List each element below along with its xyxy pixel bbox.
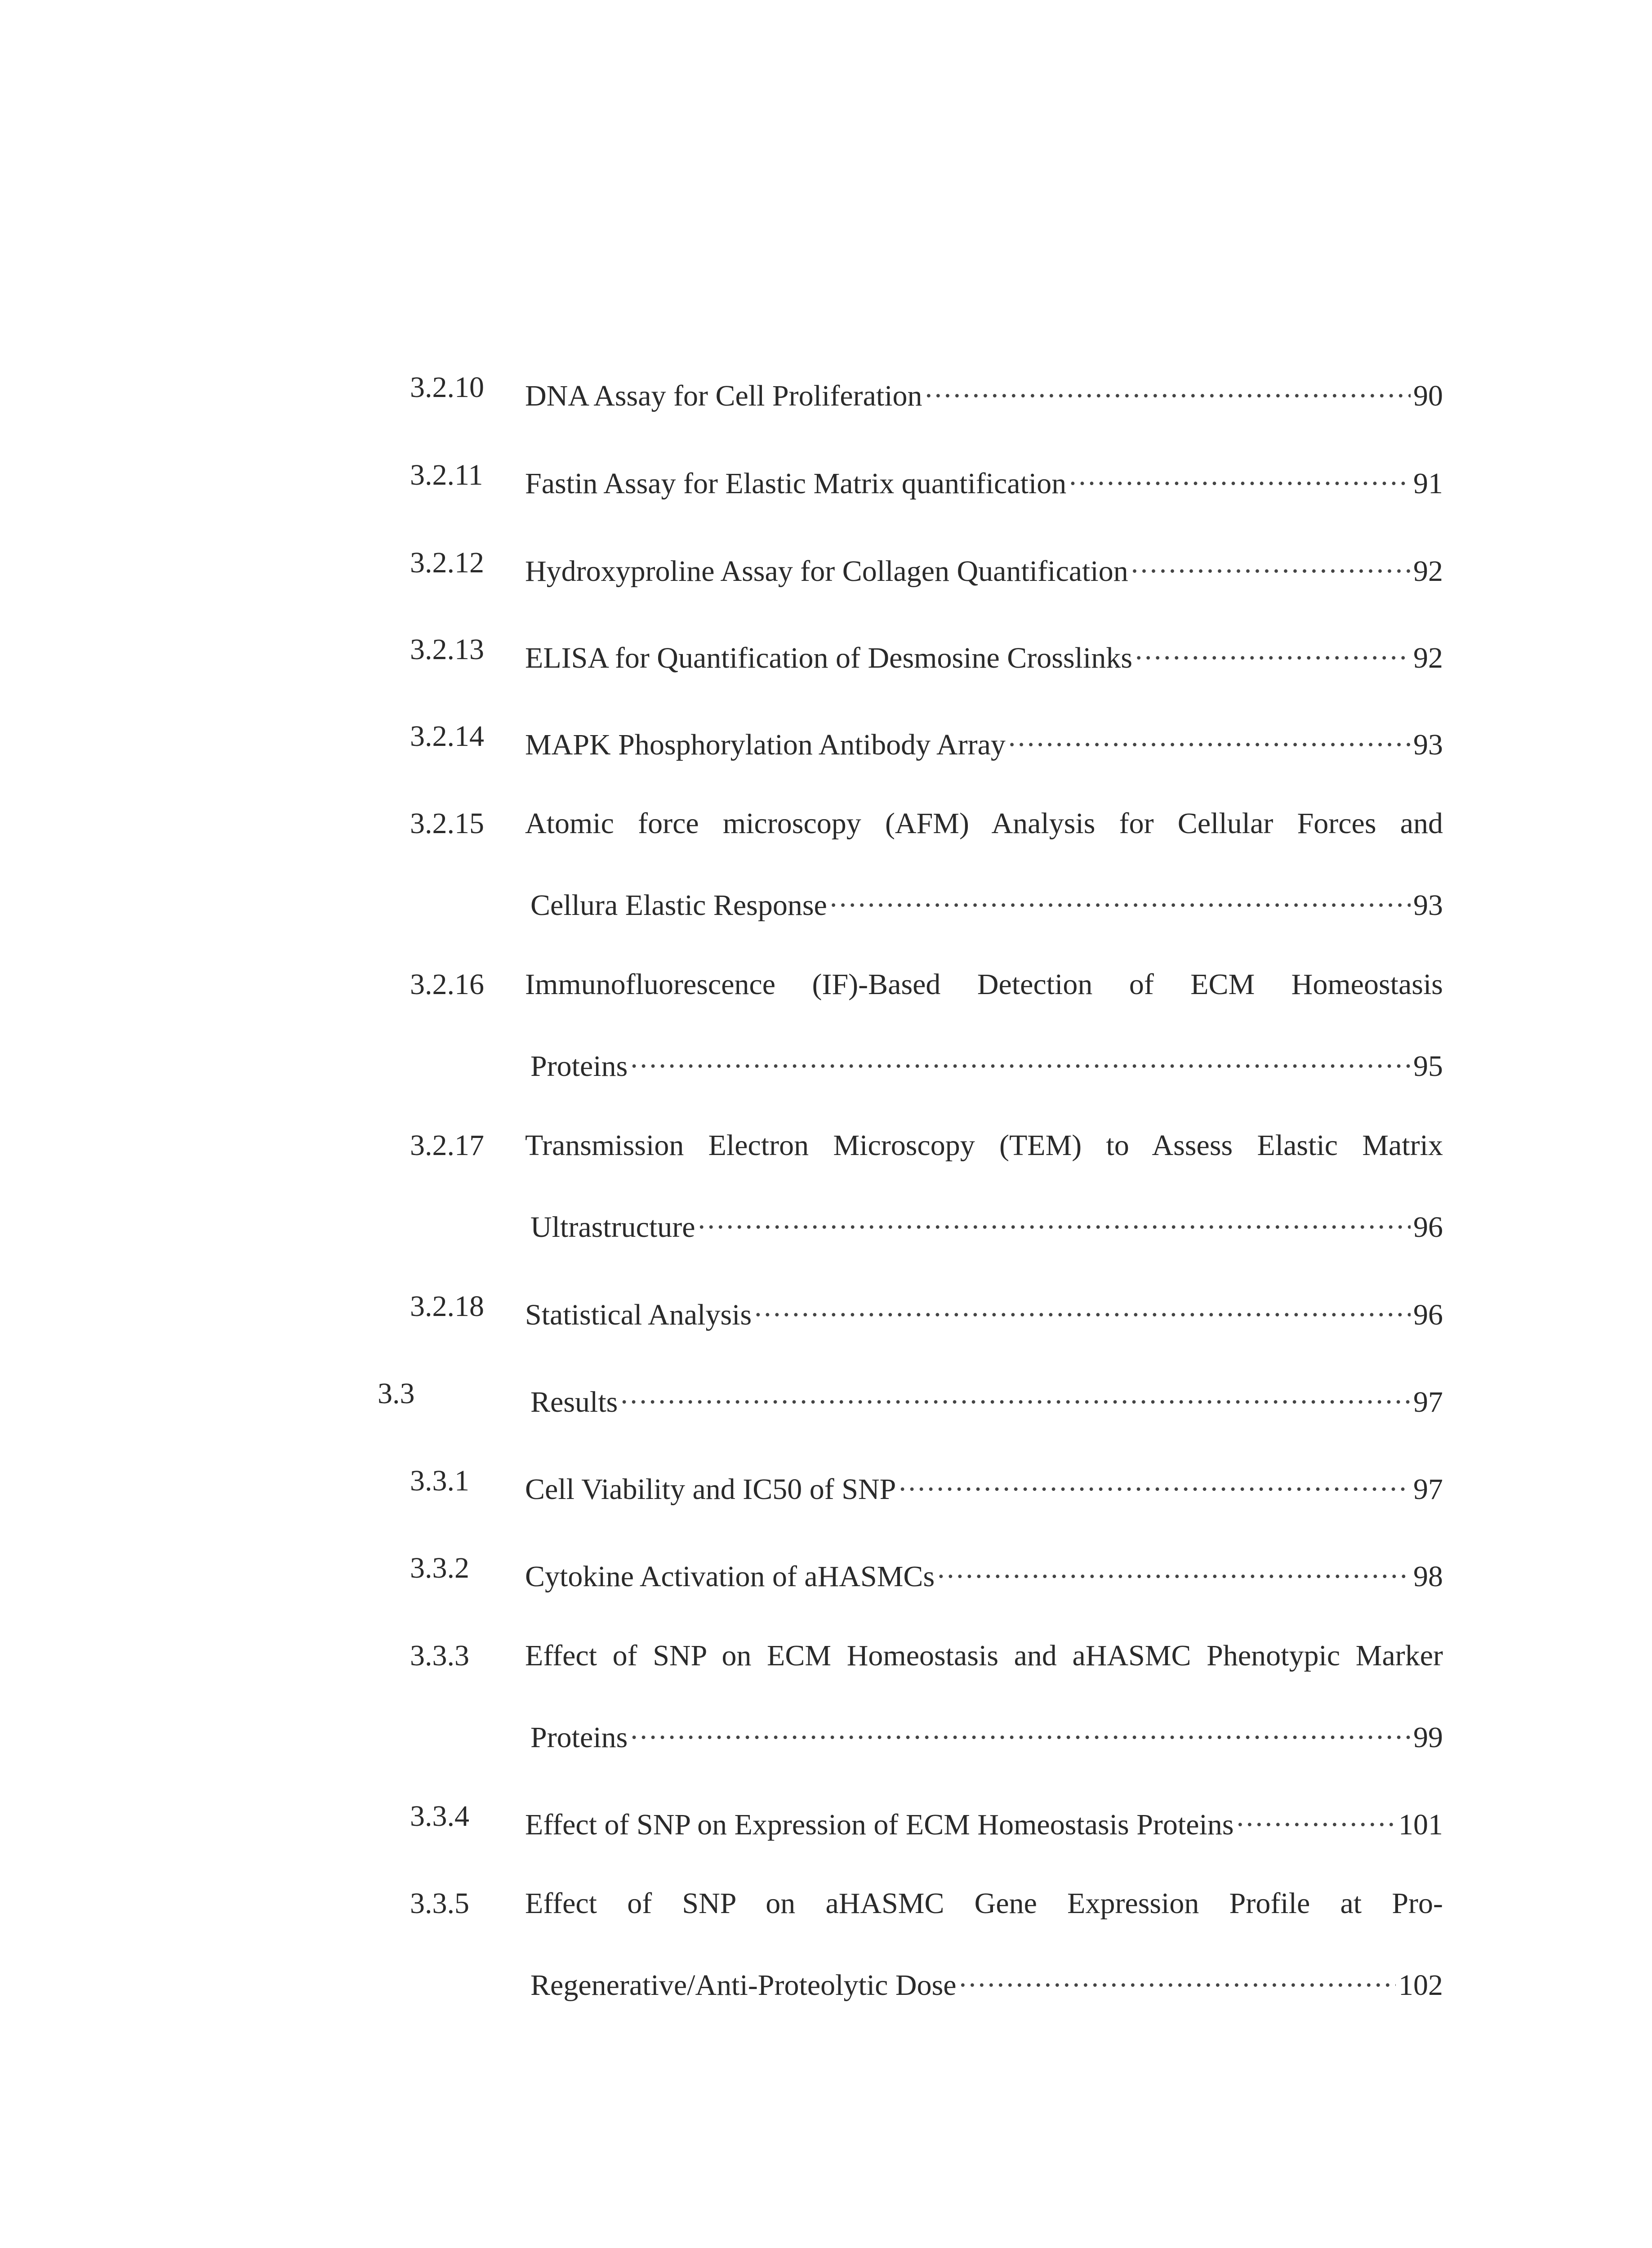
entry-title-line-1: Effect of SNP on aHASMC Gene Expression Profile at Pro- <box>525 1887 1443 1920</box>
entry-title-line-2: Proteins <box>530 1050 628 1083</box>
entry-title-line-1: Effect of SNP on ECM Homeostasis and aHASMC Phenotypic Marker <box>525 1639 1443 1672</box>
entry-title: Cell Viability and IC50 of SNP <box>525 1473 896 1506</box>
entry-page-number: 99 <box>1413 1721 1443 1754</box>
dot-leader <box>830 879 1411 915</box>
entry-title: Hydroxyproline Assay for Collagen Quantification <box>525 555 1128 588</box>
entry-title: DNA Assay for Cell Proliferation <box>525 379 922 412</box>
entry-page-number: 96 <box>1413 1211 1443 1244</box>
dot-leader <box>959 1959 1396 1995</box>
entry-page-number: 93 <box>1413 889 1443 922</box>
dot-leader <box>937 1550 1411 1586</box>
entry-page-number: 96 <box>1413 1298 1443 1331</box>
entry-number: 3.2.10 <box>410 371 484 404</box>
entry-number: 3.3.4 <box>410 1800 469 1833</box>
entry-number: 3.2.16 <box>410 968 484 1001</box>
dot-leader <box>925 370 1411 406</box>
entry-number: 3.3.5 <box>410 1887 469 1920</box>
entry-page-number: 101 <box>1398 1808 1443 1841</box>
entry-number: 3.3.1 <box>410 1464 469 1497</box>
dot-leader <box>698 1201 1411 1237</box>
entry-page-number: 97 <box>1413 1386 1443 1418</box>
dot-leader <box>630 1040 1411 1076</box>
entry-number: 3.2.18 <box>410 1290 484 1323</box>
entry-page-number: 98 <box>1413 1560 1443 1593</box>
dot-leader <box>630 1711 1411 1747</box>
entry-number: 3.3.2 <box>410 1552 469 1584</box>
entry-title: Cytokine Activation of aHASMCs <box>525 1560 935 1593</box>
entry-page-number: 102 <box>1398 1969 1443 2002</box>
dot-leader <box>754 1289 1411 1325</box>
entry-title: Statistical Analysis <box>525 1298 752 1331</box>
entry-number: 3.2.13 <box>410 633 484 666</box>
dot-leader <box>1135 632 1411 668</box>
entry-page-number: 95 <box>1413 1050 1443 1083</box>
entry-title: Effect of SNP on Expression of ECM Homeostasis Proteins <box>525 1808 1234 1841</box>
entry-title: MAPK Phosphorylation Antibody Array <box>525 728 1006 761</box>
dot-leader <box>620 1376 1411 1412</box>
entry-number: 3.2.14 <box>410 720 484 753</box>
dot-leader <box>1237 1798 1396 1834</box>
entry-number: 3.2.12 <box>410 546 484 579</box>
entry-title-line-1: Atomic force microscopy (AFM) Analysis for Cellular Forces and <box>525 807 1443 840</box>
entry-title: Fastin Assay for Elastic Matrix quantification <box>525 467 1067 500</box>
dot-leader <box>1131 545 1411 581</box>
entry-page-number: 90 <box>1413 379 1443 412</box>
entry-title: ELISA for Quantification of Desmosine Crosslinks <box>525 642 1133 674</box>
entry-number: 3.2.11 <box>410 459 483 491</box>
entry-number: 3.2.15 <box>410 807 484 840</box>
entry-title-line-1: Immunofluorescence (IF)-Based Detection of ECM Homeostasis <box>525 968 1443 1001</box>
entry-number: 3.3.3 <box>410 1639 469 1672</box>
dot-leader <box>1069 457 1411 493</box>
entry-page-number: 92 <box>1413 642 1443 674</box>
entry-page-number: 91 <box>1413 467 1443 500</box>
entry-title-line-2: Cellura Elastic Response <box>530 889 827 922</box>
entry-number: 3.2.17 <box>410 1129 484 1162</box>
dot-leader <box>899 1463 1411 1499</box>
entry-page-number: 92 <box>1413 555 1443 588</box>
entry-number: 3.3 <box>378 1377 415 1410</box>
entry-page-number: 93 <box>1413 728 1443 761</box>
entry-title-line-1: Transmission Electron Microscopy (TEM) to Assess Elastic Matrix <box>525 1129 1443 1162</box>
entry-page-number: 97 <box>1413 1473 1443 1506</box>
entry-title-line-2: Ultrastructure <box>530 1211 695 1244</box>
entry-title-line-2: Proteins <box>530 1721 628 1754</box>
dot-leader <box>1008 718 1411 754</box>
entry-title-line-2: Regenerative/Anti-Proteolytic Dose <box>530 1969 957 2002</box>
entry-title: Results <box>530 1386 618 1418</box>
